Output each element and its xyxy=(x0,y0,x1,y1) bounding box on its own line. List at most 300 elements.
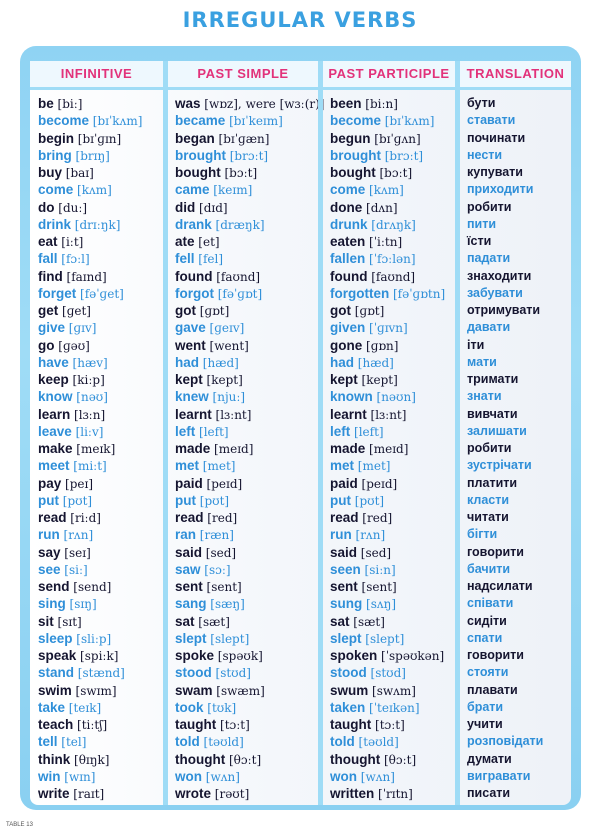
verb-row xyxy=(30,164,163,181)
verb-word: got xyxy=(175,303,196,318)
verb-word: won xyxy=(330,768,357,784)
verb-row xyxy=(168,423,318,440)
verb-transcription: [siːn] xyxy=(364,562,396,577)
verb-row xyxy=(30,492,163,509)
verb-transcription: [bɪˈɡʌn] xyxy=(374,131,421,146)
verb-word: sung xyxy=(330,596,363,612)
verb-row: плавати xyxy=(467,682,518,697)
verb-word: make xyxy=(38,441,73,456)
verb-word: win xyxy=(38,768,61,784)
verb-word: bought xyxy=(175,165,221,180)
verb-row: їсти xyxy=(467,234,492,248)
verb-word: leave xyxy=(38,423,72,439)
verb-row xyxy=(30,406,163,423)
verb-word: thought xyxy=(330,751,381,767)
verb-transcription: [miːt] xyxy=(73,459,107,474)
verb-transcription: [ˈfɔːlən] xyxy=(369,252,416,267)
verb-transcription: [met] xyxy=(357,459,391,474)
verb-row xyxy=(168,578,318,595)
verb-row xyxy=(30,388,163,405)
verb-row xyxy=(323,440,455,457)
verb-transcription: [bɪˈɡæn] xyxy=(218,131,270,146)
verb-transcription: [brɔːt] xyxy=(229,148,269,163)
verb-transcription: [bɪˈkʌm] xyxy=(92,114,143,129)
verb-row: вигравати xyxy=(467,768,531,783)
verb-word: know xyxy=(38,389,73,405)
verb-row: робити xyxy=(467,199,512,214)
verb-word: became xyxy=(175,113,226,129)
verb-transcription: [sæt] xyxy=(353,614,385,629)
verb-row: брати xyxy=(467,699,504,714)
verb-row xyxy=(30,199,163,216)
verb-transcription: [sent] xyxy=(206,580,242,594)
verb-row xyxy=(323,630,455,647)
verb-word: told xyxy=(175,734,200,750)
verb-word: come xyxy=(38,182,74,198)
verb-row xyxy=(168,751,318,768)
verb-transcription: [dræŋk] xyxy=(215,217,265,232)
verb-word: taken xyxy=(330,699,366,715)
verb-row: сидіти xyxy=(467,613,507,628)
verb-word: written xyxy=(330,786,375,801)
verb-row xyxy=(168,406,318,423)
verb-word: met xyxy=(175,458,200,474)
verb-row: давати xyxy=(467,320,511,335)
verb-row xyxy=(323,130,455,147)
verb-row xyxy=(30,647,163,664)
verb-word: sang xyxy=(175,596,207,612)
verb-transcription: [sed] xyxy=(205,545,237,560)
verb-row: робити xyxy=(467,441,512,455)
verb-word: brought xyxy=(175,147,226,163)
verb-row: бути xyxy=(467,96,496,110)
verb-row xyxy=(30,181,163,198)
verb-transcription: [ɡəʊ] xyxy=(58,338,90,353)
verb-row xyxy=(323,526,455,543)
verb-row xyxy=(168,544,318,561)
verb-word: done xyxy=(330,199,363,215)
verb-transcription: [left] xyxy=(354,424,384,439)
verb-transcription: [red] xyxy=(207,511,238,525)
verb-transcription: [biːn] xyxy=(365,97,398,111)
verb-row: починати xyxy=(467,130,526,145)
verb-transcription: [fəˈɡet] xyxy=(80,286,124,301)
verb-transcription: [təʊld] xyxy=(203,735,244,750)
verb-row xyxy=(168,302,318,319)
verb-word: run xyxy=(330,527,352,543)
verb-transcription: [ˈteɪkən] xyxy=(369,700,420,715)
verb-word: sit xyxy=(38,613,54,629)
verb-row: писати xyxy=(467,786,511,800)
verb-row: учити xyxy=(467,717,503,731)
verb-row xyxy=(323,475,455,492)
verb-transcription: [sɔː] xyxy=(204,562,231,577)
verb-row xyxy=(168,526,318,543)
verb-row xyxy=(168,457,318,474)
verb-word: thought xyxy=(175,751,226,767)
verb-row xyxy=(30,716,163,733)
verb-transcription: [rəʊt] xyxy=(214,787,250,801)
verb-row xyxy=(30,250,163,267)
verb-row xyxy=(168,371,318,388)
verb-row xyxy=(323,647,455,664)
past-participle-column xyxy=(318,61,455,805)
verb-word: forgot xyxy=(175,285,214,301)
verb-transcription: [sɪt] xyxy=(57,614,82,629)
verb-row xyxy=(323,181,455,198)
header-infinitive: INFINITIVE xyxy=(30,61,163,90)
verb-word: went xyxy=(175,337,206,353)
verb-row: говорити xyxy=(467,544,524,559)
verb-row xyxy=(168,561,318,578)
verb-row xyxy=(30,337,163,354)
verb-row xyxy=(30,561,163,578)
verb-row: приходити xyxy=(467,182,534,197)
verb-word: said xyxy=(330,544,358,560)
verb-word: slept xyxy=(330,630,362,646)
verb-row: залишати xyxy=(467,423,527,438)
verb-transcription: [red] xyxy=(362,511,393,525)
verb-word: read xyxy=(330,510,359,525)
verb-word: sing xyxy=(38,596,66,612)
verb-word: won xyxy=(175,768,202,784)
verb-row xyxy=(323,268,455,285)
verb-transcription: [biː] xyxy=(57,97,83,111)
verb-word: swum xyxy=(330,682,369,698)
infinitive-column xyxy=(30,61,163,805)
header-translation: TRANSLATION xyxy=(460,61,571,90)
verb-row xyxy=(30,95,163,112)
verb-row: мати xyxy=(467,354,497,369)
verb-row xyxy=(323,544,455,561)
verb-word: told xyxy=(330,734,355,750)
verb-row xyxy=(323,785,455,802)
verb-transcription: [fel] xyxy=(198,252,224,267)
verb-word: begin xyxy=(38,130,74,146)
verb-row xyxy=(30,147,163,164)
verb-row xyxy=(323,578,455,595)
verb-transcription: [baɪ] xyxy=(65,166,94,180)
verb-transcription: [tel] xyxy=(61,735,87,750)
verb-word: stood xyxy=(330,665,367,681)
verb-transcription: [duː] xyxy=(58,200,88,215)
verb-row xyxy=(168,595,318,612)
verb-transcription: [met] xyxy=(202,459,236,474)
verb-row xyxy=(30,371,163,388)
verb-row xyxy=(323,233,455,250)
verb-word: brought xyxy=(330,147,381,163)
verb-row: падати xyxy=(467,251,511,266)
verb-word: take xyxy=(38,699,66,715)
verb-row xyxy=(30,475,163,492)
verb-transcription: [sɪŋ] xyxy=(69,597,97,612)
verb-word: put xyxy=(330,492,351,508)
verb-row: спати xyxy=(467,630,503,645)
verb-row xyxy=(323,319,455,336)
verb-transcription: [meɪd] xyxy=(369,442,409,456)
verb-word: sat xyxy=(330,613,350,629)
verb-transcription: [sæt] xyxy=(198,614,230,629)
verb-row xyxy=(168,768,318,785)
verb-transcription: [nəʊ] xyxy=(76,390,108,405)
verb-row xyxy=(30,630,163,647)
verb-row xyxy=(30,664,163,681)
verb-row xyxy=(30,768,163,785)
verb-word: saw xyxy=(175,561,201,577)
verb-transcription: [peɪd] xyxy=(206,476,243,491)
verb-transcription: [lɜːnt] xyxy=(370,407,407,422)
verb-transcription: [slept] xyxy=(365,631,405,646)
verb-row: тримати xyxy=(467,372,519,386)
verb-transcription: [ɡɪv] xyxy=(68,321,97,336)
verb-row xyxy=(323,561,455,578)
verb-row xyxy=(323,509,455,526)
verb-transcription: [bɪˈɡɪn] xyxy=(77,131,122,146)
verb-word: taught xyxy=(175,717,217,732)
verb-word: came xyxy=(175,182,210,198)
verb-transcription: [bɪˈkʌm] xyxy=(384,114,435,129)
verb-row xyxy=(168,647,318,664)
verb-transcription: [bɔːt] xyxy=(379,166,413,180)
verb-word: swam xyxy=(175,682,213,698)
verb-transcription: [brɪŋ] xyxy=(75,148,110,163)
verb-word: fall xyxy=(38,251,58,267)
verb-row xyxy=(323,716,455,733)
verb-transcription: [brɔːt] xyxy=(384,148,424,163)
verb-row xyxy=(323,457,455,474)
verb-row xyxy=(323,388,455,405)
verb-row xyxy=(168,716,318,733)
verb-transcription: [tiːtʃ] xyxy=(77,718,108,732)
verb-transcription: [kʌm] xyxy=(77,183,112,198)
verb-transcription: [kʌm] xyxy=(369,183,404,198)
verb-word: been xyxy=(330,96,362,111)
verb-row: платити xyxy=(467,475,518,490)
verb-word: come xyxy=(330,182,366,198)
verb-word: fell xyxy=(175,251,195,267)
verb-transcription: [wɪn] xyxy=(64,769,96,784)
verb-word: give xyxy=(38,320,66,336)
verb-transcription: [θɔːt] xyxy=(384,752,417,767)
verb-transcription: [faʊnd] xyxy=(216,269,261,284)
verb-row xyxy=(323,250,455,267)
verb-transcription: [bɔːt] xyxy=(224,166,258,180)
verb-transcription: [tɔːt] xyxy=(375,718,405,732)
verb-transcription: [meɪd] xyxy=(214,442,254,456)
verb-row xyxy=(168,164,318,181)
verb-transcription: [ræn] xyxy=(199,528,234,543)
verb-row xyxy=(30,733,163,750)
verb-row xyxy=(168,492,318,509)
verb-word: kept xyxy=(175,372,203,387)
verb-word: drunk xyxy=(330,216,368,232)
verb-word: forgotten xyxy=(330,285,390,301)
verb-row xyxy=(30,578,163,595)
verb-word: be xyxy=(38,96,54,111)
verb-row xyxy=(323,147,455,164)
verb-row xyxy=(30,699,163,716)
verb-row xyxy=(323,337,455,354)
verb-row: бігти xyxy=(467,527,498,542)
header-past-participle: PAST PARTICIPLE xyxy=(323,61,455,90)
verb-word: put xyxy=(175,492,196,508)
verb-transcription: [peɪd] xyxy=(361,476,398,491)
verb-transcription: [wʌn] xyxy=(205,769,240,784)
verb-row xyxy=(323,699,455,716)
verb-word: left xyxy=(175,423,196,439)
verb-transcription: [drʌŋk] xyxy=(371,217,416,232)
verb-transcription: [ˈɡɪvn] xyxy=(369,321,408,336)
verb-transcription: [teɪk] xyxy=(68,700,102,715)
verb-word: swim xyxy=(38,682,72,698)
verb-row xyxy=(323,112,455,129)
verb-word: find xyxy=(38,268,63,284)
verb-row xyxy=(323,768,455,785)
verb-transcription: [bɪˈkeɪm] xyxy=(229,114,283,129)
verb-row xyxy=(168,354,318,371)
verb-row xyxy=(30,526,163,543)
verb-transcription: [seɪ] xyxy=(64,545,91,560)
verb-row xyxy=(168,388,318,405)
verb-transcription: [swɪm] xyxy=(75,683,117,698)
verb-row xyxy=(30,354,163,371)
footer-label: TABLE 13 xyxy=(6,822,33,828)
verb-transcription: [ˈrɪtn] xyxy=(378,787,413,801)
verb-word: ran xyxy=(175,527,197,543)
verb-row xyxy=(323,682,455,699)
verb-row xyxy=(168,733,318,750)
verb-word: have xyxy=(38,354,69,370)
verb-transcription: [stænd] xyxy=(77,666,125,681)
verb-row xyxy=(30,751,163,768)
verb-row xyxy=(323,406,455,423)
verb-word: given xyxy=(330,320,366,336)
verb-word: sat xyxy=(175,613,195,629)
verb-word: knew xyxy=(175,389,209,405)
verb-transcription: [təʊld] xyxy=(358,735,399,750)
verb-transcription: [stʊd] xyxy=(215,666,251,681)
verb-word: paid xyxy=(330,475,358,491)
verb-transcription: [drɪːŋk] xyxy=(74,217,121,232)
verb-word: sent xyxy=(175,579,203,594)
verb-word: bring xyxy=(38,147,72,163)
verb-row xyxy=(30,268,163,285)
verb-row: читати xyxy=(467,510,509,524)
verb-word: learnt xyxy=(330,406,367,422)
verb-row xyxy=(168,181,318,198)
verb-word: see xyxy=(38,561,61,577)
verb-table-frame xyxy=(20,46,581,810)
verb-transcription: [dʌn] xyxy=(366,200,398,215)
verb-word: tell xyxy=(38,734,58,750)
verb-row: знаходити xyxy=(467,268,532,283)
verb-row xyxy=(30,682,163,699)
verb-transcription: [pʊt] xyxy=(62,493,93,508)
verb-transcription: [ɡet] xyxy=(62,304,91,318)
verb-word: said xyxy=(175,544,203,560)
verb-row xyxy=(30,130,163,147)
verb-row xyxy=(168,337,318,354)
verb-row xyxy=(30,544,163,561)
verb-transcription: [iːt] xyxy=(61,235,84,249)
verb-row xyxy=(323,302,455,319)
verb-transcription: [sliːp] xyxy=(76,631,112,646)
verb-row xyxy=(168,630,318,647)
verb-word: met xyxy=(330,458,355,474)
verb-word: put xyxy=(38,492,59,508)
verb-word: drank xyxy=(175,216,212,232)
verb-row xyxy=(323,95,455,112)
verb-word: write xyxy=(38,786,70,801)
verb-row xyxy=(323,216,455,233)
verb-transcription: [kept] xyxy=(206,373,243,387)
verb-word: become xyxy=(330,113,382,129)
verb-word: fallen xyxy=(330,251,366,267)
verb-row xyxy=(168,112,318,129)
verb-row xyxy=(30,595,163,612)
verb-transcription: [pʊt] xyxy=(199,493,230,508)
verb-word: slept xyxy=(175,630,207,646)
verb-row: купувати xyxy=(467,165,523,179)
verb-transcription: [left] xyxy=(199,424,229,439)
verb-transcription: [ɡɒt] xyxy=(354,304,385,318)
verb-transcription: [sed] xyxy=(360,545,392,560)
verb-transcription: [siː] xyxy=(64,562,88,577)
verb-word: had xyxy=(330,354,355,370)
verb-word: kept xyxy=(330,372,358,387)
verb-transcription: [rʌn] xyxy=(63,528,94,543)
verb-row xyxy=(168,319,318,336)
verb-word: gone xyxy=(330,337,363,353)
verb-transcription: [tɔːt] xyxy=(220,718,250,732)
verb-transcription: [raɪt] xyxy=(73,787,105,801)
verb-word: eat xyxy=(38,234,58,249)
verb-word: spoken xyxy=(330,648,378,663)
verb-transcription: [hæd] xyxy=(357,355,394,370)
verb-transcription: [slept] xyxy=(210,631,250,646)
verb-row xyxy=(323,492,455,509)
verb-transcription: [dɪd] xyxy=(199,200,228,215)
verb-table xyxy=(30,61,571,805)
verb-row xyxy=(30,302,163,319)
verb-transcription: [ɡeɪv] xyxy=(209,321,245,336)
verb-transcription: [stʊd] xyxy=(370,666,406,681)
verb-word: made xyxy=(330,441,366,456)
verb-row xyxy=(323,423,455,440)
verb-word: become xyxy=(38,113,90,129)
verb-transcription: [sæŋ] xyxy=(210,597,245,612)
verb-word: meet xyxy=(38,458,70,474)
verb-word: learn xyxy=(38,406,71,422)
verb-row xyxy=(168,95,325,112)
verb-transcription: [faʊnd] xyxy=(371,269,416,284)
past-simple-column xyxy=(163,61,325,805)
verb-row: надсилати xyxy=(467,579,533,593)
verb-transcription: [faɪnd] xyxy=(66,269,107,284)
verb-transcription: [sʌŋ] xyxy=(366,597,397,612)
verb-transcription: [pʊt] xyxy=(354,493,385,508)
verb-word: get xyxy=(38,303,59,318)
verb-row: вивчати xyxy=(467,406,518,421)
verb-row xyxy=(168,250,318,267)
header-past-simple: PAST SIMPLE xyxy=(168,61,318,90)
verb-word: do xyxy=(38,199,55,215)
verb-word: left xyxy=(330,423,351,439)
verb-row: знати xyxy=(467,389,502,404)
verb-row: бачити xyxy=(467,561,511,576)
verb-transcription: [peɪ] xyxy=(65,476,94,491)
page-title: IRREGULAR VERBS xyxy=(182,8,418,32)
